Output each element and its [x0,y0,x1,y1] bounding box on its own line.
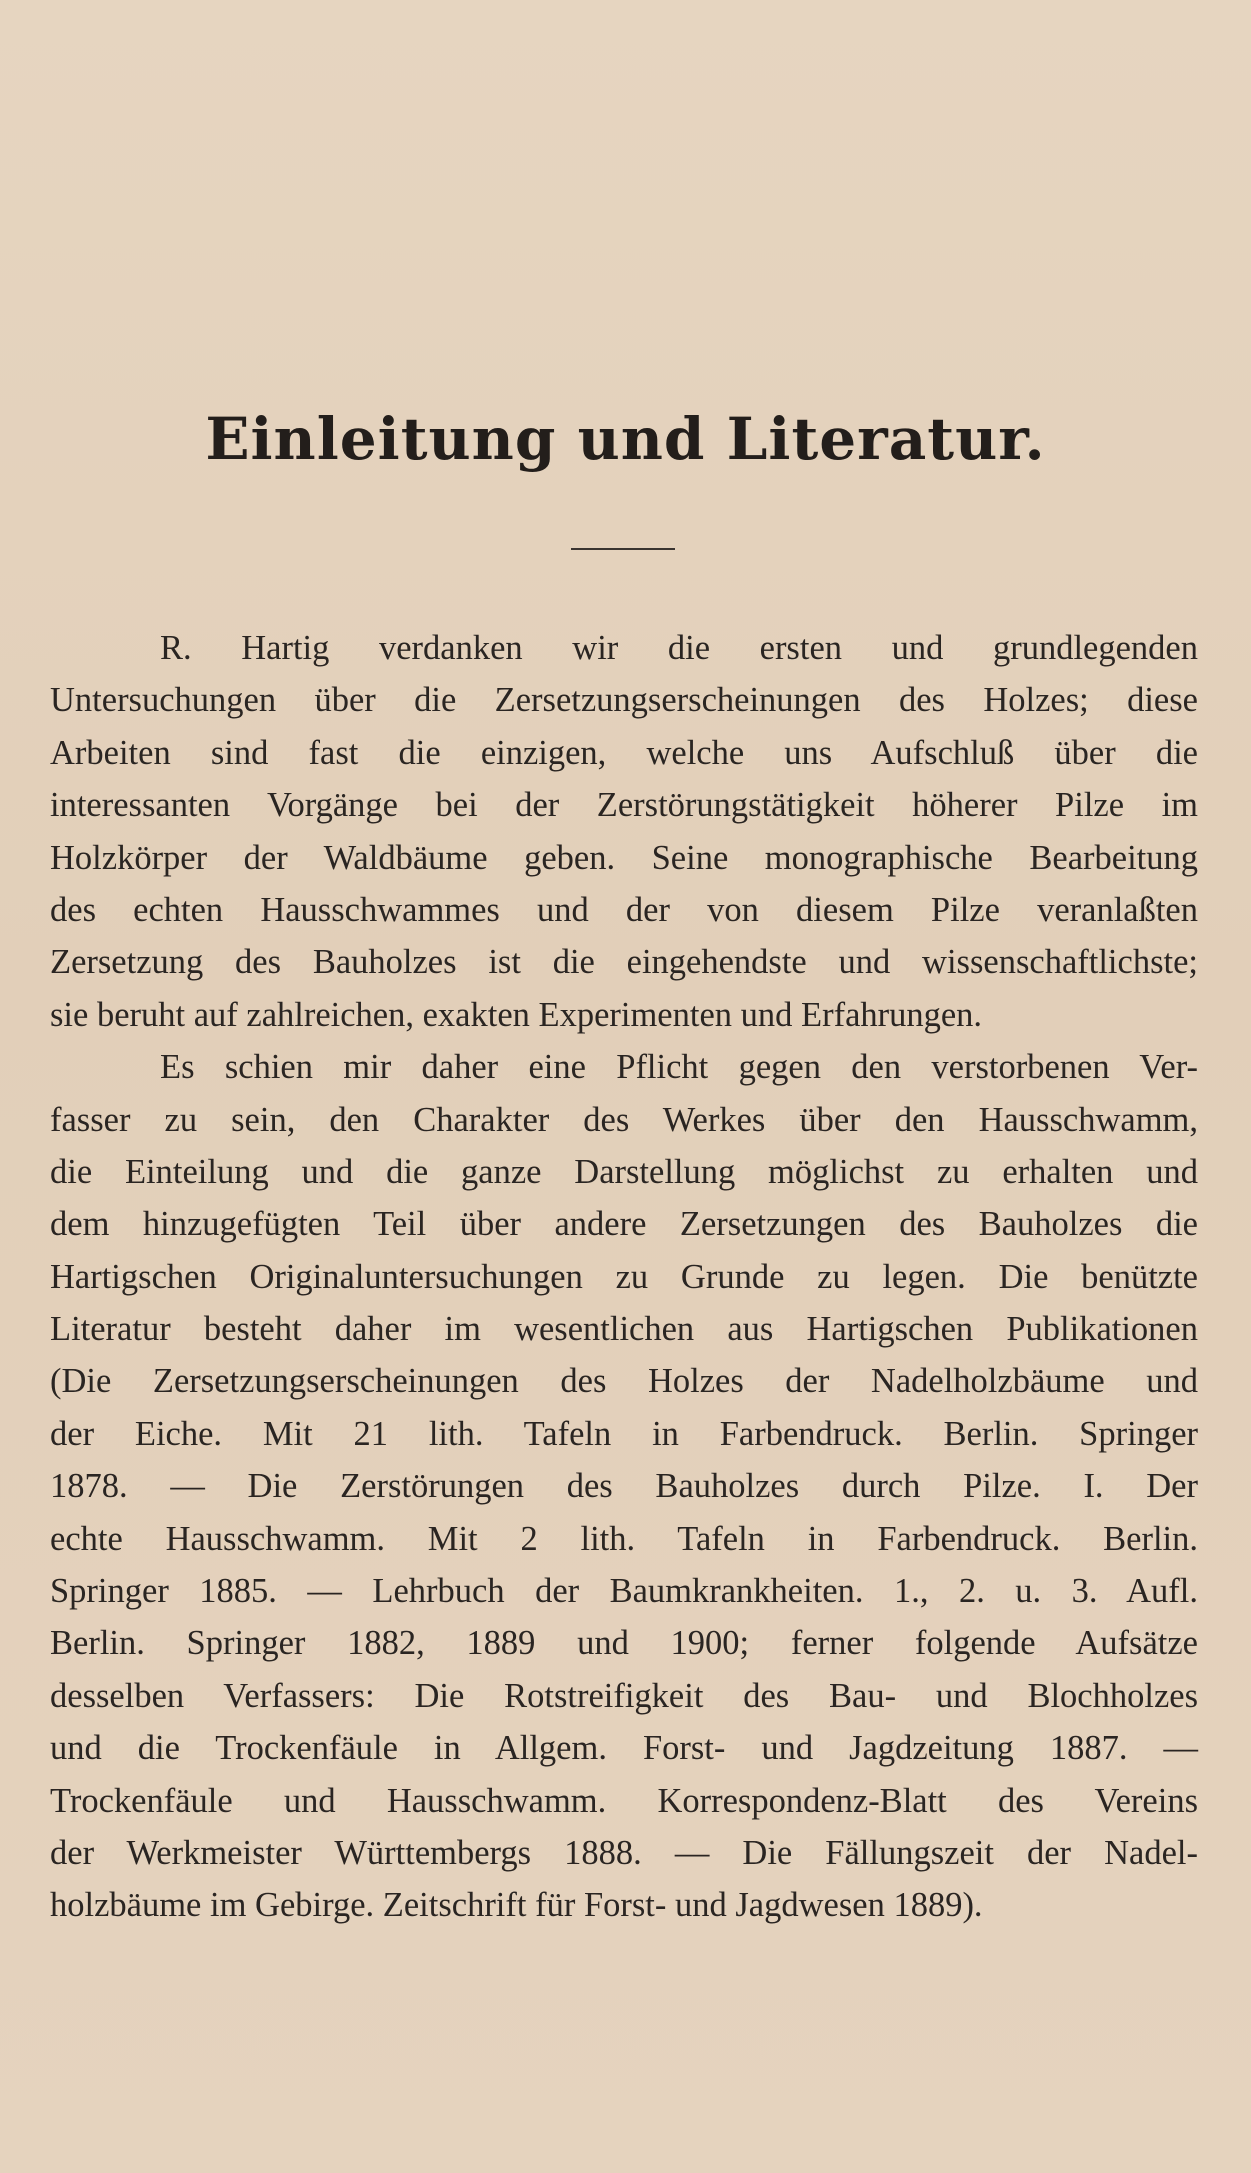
text-line: des echten Hausschwammes und der von diesem Pilze veranlaßten [50,890,1198,929]
text-line: Arbeiten sind fast die einzigen, welche uns Aufschluß über die [50,733,1198,772]
text-line: Holzkörper der Waldbäume geben. Seine monographische Bearbeitung [50,838,1198,877]
chapter-title: Einleitung und Literatur. [205,405,1046,473]
text-line: und die Trockenfäule in Allgem. Forst- und Jagdzeitung 1887. — [50,1729,1198,1768]
text-line: Hartigschen Originaluntersuchungen zu Grunde zu legen. Die benützte [50,1257,1198,1296]
text-line: 1878. — Die Zerstörungen des Bauholzes durch Pilze. I. Der [50,1467,1198,1506]
text-line: R. Hartig verdanken wir die ersten und grundlegenden [160,629,1198,667]
text-line: desselben Verfassers: Die Rotstreifigkeit des Bau- und Blochholzes [50,1676,1198,1715]
text-line: echte Hausschwamm. Mit 2 lith. Tafeln in Farbendruck. Berlin. [50,1519,1198,1558]
text-line: der Werkmeister Württembergs 1888. — Die Fällungszeit der Nadel- [50,1833,1198,1872]
chapter-body [50,622,1198,1932]
text-line: dem hinzugefügten Teil über andere Zersetzungen des Bauholzes die [50,1205,1198,1244]
text-line: die Einteilung und die ganze Darstellung möglichst zu erhalten und [50,1152,1198,1191]
text-line: der Eiche. Mit 21 lith. Tafeln in Farbendruck. Berlin. Springer [50,1414,1198,1453]
text-line: Es schien mir daher eine Pflicht gegen den verstorbenen Ver- [160,1048,1198,1087]
text-line: holzbäume im Gebirge. Zeitschrift für Forst- und Jagdwesen 1889). [50,1886,983,1925]
text-line: Literatur besteht daher im wesentlichen aus Hartigschen Publikationen [50,1310,1198,1349]
text-line: interessanten Vorgänge bei der Zerstörungstätigkeit höherer Pilze im [50,786,1198,825]
text-line: Zersetzung des Bauholzes ist die eingehendste und wissenschaftlichste; [50,943,1198,982]
text-line: Springer 1885. — Lehrbuch der Baumkrankheiten. 1., 2. u. 3. Aufl. [50,1572,1198,1611]
text-line: sie beruht auf zahlreichen, exakten Experimenten und Erfahrungen. [50,995,983,1034]
text-line: Trockenfäule und Hausschwamm. Korrespondenz-Blatt des Vereins [50,1781,1198,1820]
title-divider [571,548,675,550]
text-line: Berlin. Springer 1882, 1889 und 1900; ferner folgende Aufsätze [50,1624,1198,1663]
text-line: Untersuchungen über die Zersetzungserscheinungen des Holzes; diese [50,681,1198,720]
text-line: fasser zu sein, den Charakter des Werkes über den Hausschwamm, [50,1100,1198,1139]
text-line: (Die Zersetzungserscheinungen des Holzes der Nadelholzbäume und [50,1362,1198,1401]
